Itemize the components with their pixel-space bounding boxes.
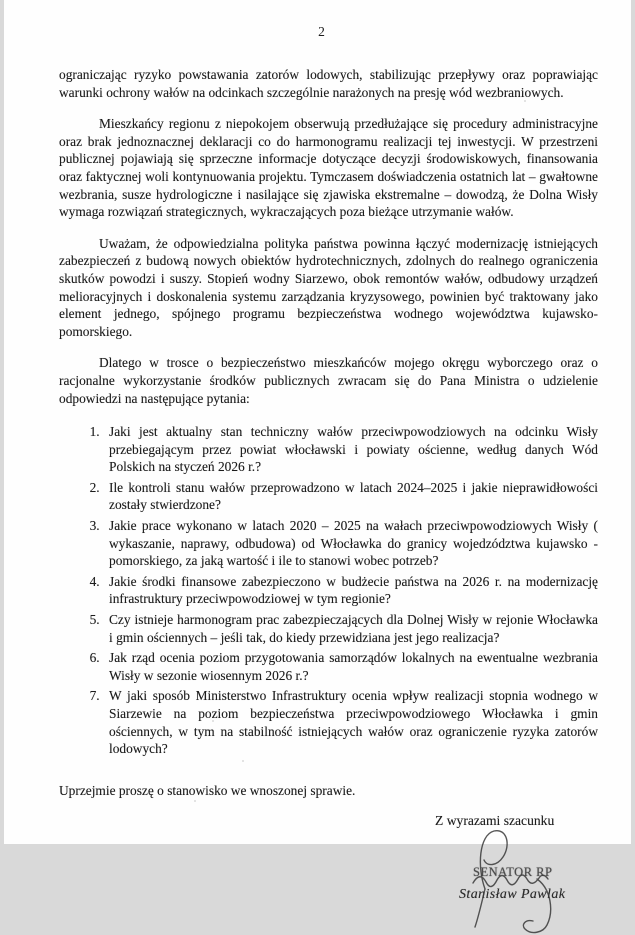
scan-artifact <box>524 100 526 102</box>
paragraph: Dlatego w trosce o bezpieczeństwo mieszkańców mojego okręgu wyborczego oraz o racjonalne wykorzystanie środków publicznych zwracam się do Pana Ministra o udzielenie odpowiedzi na następujące pytania: <box>59 355 598 406</box>
question-item: 6. Jak rząd ocenia poziom przygotowania samorządów lokalnych na ewentualne wezbrania Wisły w sezonie wiosennym 2026 r.? <box>103 649 598 684</box>
question-item: 4. Jakie środki finansowe zabezpieczono w budżecie państwa na 2026 r. na modernizację infrastruktury przeciwpowodziowej w tym regionie? <box>103 573 598 608</box>
signer-title: SENATOR RP <box>473 865 553 880</box>
signature-block <box>411 813 635 933</box>
question-item: 1. Jaki jest aktualny stan techniczny wałów przeciwpowodziowych na odcinku Wisły przebiegającym przez powiat włocławski i powiaty ościenne, według danych Wód Polskich na styczeń 2026 r.? <box>103 423 598 476</box>
letter-body <box>59 66 598 799</box>
questions-list <box>59 423 598 758</box>
question-item: 7. W jaki sposób Ministerstwo Infrastruktury ocenia wpływ realizacji stopnia wodnego w Siarzewie na poziom bezpieczeństwa przeciwpowodziowego Włocławka i gmin ościennych, w tym na stabilność istniejących wałów oraz ograniczenie ryzyka zatorów lodowych? <box>103 687 598 757</box>
question-item: 2. Ile kontroli stanu wałów przeprowadzono w latach 2024–2025 i jakie nieprawidłowości zostały stwierdzone? <box>103 479 598 514</box>
closing-salutation: Z wyrazami szacunku <box>435 813 555 829</box>
paragraph: Mieszkańcy regionu z niepokojem obserwują przedłużające się procedury administracyjne oraz brak jednoznacznej deklaracji co do harmonogramu realizacji tej inwestycji. W przestrzeni publicznej pojawiają się sprzeczne informacje dotyczące decyzji środowiskowych, finansowania oraz faktycznej woli kontynuowania projektu. Tymczasem doświadczenia ostatnich lat – gwałtowne wezbrania, susze hydrologiczne i nasilające się zjawiska ekstremalne – dowodzą, że Dolna Wisły wymaga rozwiązań strategicznych, wykraczających poza bieżące utrzymanie wałów. <box>59 116 598 220</box>
page-number: 2 <box>318 24 325 39</box>
question-item: 5. Czy istnieje harmonogram prac zabezpieczających dla Dolnej Wisły w rejonie Włocławka i gmin ościennych – jeśli tak, do kiedy przewidziana jest jego realizacja? <box>103 611 598 646</box>
closing-request: Uprzejmie proszę o stanowisko we wnoszonej sprawie. <box>59 782 356 798</box>
signer-name: Stanisław Pawlak <box>459 887 566 903</box>
scan-artifact <box>212 720 214 722</box>
handwritten-signature-icon <box>451 827 571 935</box>
scan-artifact <box>242 760 244 762</box>
scanned-letter-page <box>4 0 631 903</box>
question-item: 3. Jakie prace wykonano w latach 2020 – 2025 na wałach przeciwpowodziowych Wisły ( wykaszanie, naprawy, odbudowa) od Włocławka do granicy wojedzództwa kujawsko - pomorskiego, za jaką wartość i ile to stanowi wobec potrzeb? <box>103 517 598 570</box>
paragraph: Uważam, że odpowiedzialna polityka państwa powinna łączyć modernizację istniejących zabezpieczeń z budową nowych obiektów hydrotechnicznych, zdolnych do realnego ograniczenia skutków powodzi i suszy. Stopień wodny Siarzewo, obok remontów wałów, odbudowy urządzeń melioracyjnych i doskonalenia systemu zarządzania kryzysowego, powinien być traktowany jako element jednego, spójnego programu bezpieczeństwa wodnego województwa kujawsko-pomorskiego. <box>59 235 598 339</box>
scan-artifact <box>194 800 196 802</box>
paragraph-continuation: ograniczając ryzyko powstawania zatorów lodowych, stabilizując przepływy oraz poprawiając warunki ochrony wałów na odcinkach szczególnie narażonych na presję wód wezbraniowych. <box>59 67 598 100</box>
